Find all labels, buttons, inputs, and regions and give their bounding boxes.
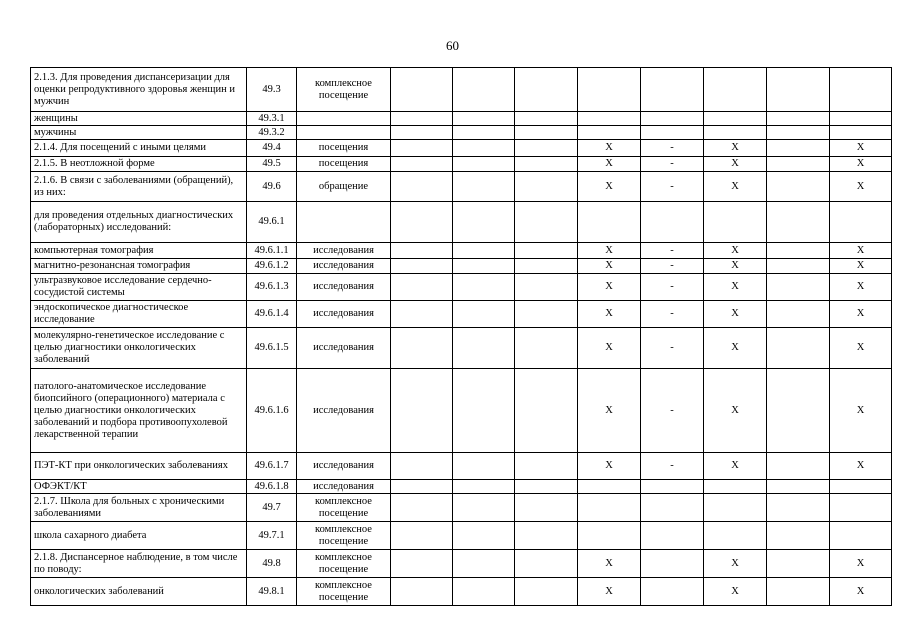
row-name-cell: школа сахарного диабета (31, 522, 247, 550)
table-row (31, 301, 892, 328)
row-code-cell: 49.3 (247, 68, 297, 112)
row-name-cell: 2.1.6. В связи с заболеваниями (обращений), из них: (31, 172, 247, 202)
row-code-cell: 49.6.1.3 (247, 274, 297, 301)
value-cell (453, 172, 515, 202)
row-name-cell: женщины (31, 112, 247, 126)
value-cell (453, 126, 515, 140)
value-cell (578, 202, 641, 243)
value-cell (767, 202, 830, 243)
value-cell: X (830, 172, 892, 202)
row-unit-cell (297, 112, 391, 126)
value-cell (515, 578, 578, 606)
row-unit-cell: посещения (297, 157, 391, 172)
row-name-cell: эндоскопическое диагностическое исследование (31, 301, 247, 328)
value-cell (578, 68, 641, 112)
value-cell (391, 243, 453, 259)
row-unit-cell: комплексное посещение (297, 550, 391, 578)
value-cell (515, 369, 578, 453)
row-unit-cell: исследования (297, 369, 391, 453)
value-cell (453, 140, 515, 157)
value-cell (830, 202, 892, 243)
value-cell (453, 369, 515, 453)
value-cell (515, 172, 578, 202)
row-code-cell: 49.6.1.2 (247, 259, 297, 274)
value-cell: X (704, 578, 767, 606)
table-row (31, 202, 892, 243)
value-cell: - (641, 243, 704, 259)
value-cell (515, 112, 578, 126)
table-row (31, 126, 892, 140)
value-cell: X (830, 578, 892, 606)
value-cell: X (704, 328, 767, 369)
value-cell (641, 480, 704, 494)
value-cell (578, 480, 641, 494)
value-cell (391, 550, 453, 578)
row-name-cell: 2.1.7. Школа для больных с хроническими заболеваниями (31, 494, 247, 522)
value-cell: X (830, 550, 892, 578)
row-code-cell: 49.3.2 (247, 126, 297, 140)
value-cell: X (704, 243, 767, 259)
value-cell (767, 259, 830, 274)
table-row (31, 480, 892, 494)
value-cell (391, 259, 453, 274)
row-unit-cell: обращение (297, 172, 391, 202)
value-cell (515, 157, 578, 172)
value-cell: X (578, 369, 641, 453)
value-cell (453, 301, 515, 328)
row-unit-cell (297, 126, 391, 140)
value-cell (767, 328, 830, 369)
row-unit-cell (297, 202, 391, 243)
value-cell (391, 157, 453, 172)
value-cell: X (578, 274, 641, 301)
value-cell (453, 328, 515, 369)
row-code-cell: 49.6.1.4 (247, 301, 297, 328)
value-cell (830, 522, 892, 550)
value-cell: X (704, 140, 767, 157)
value-cell: - (641, 301, 704, 328)
value-cell (515, 202, 578, 243)
row-name-cell: мужчины (31, 126, 247, 140)
row-code-cell: 49.8.1 (247, 578, 297, 606)
value-cell: - (641, 172, 704, 202)
value-cell (391, 112, 453, 126)
table-row (31, 172, 892, 202)
value-cell (515, 328, 578, 369)
row-unit-cell: исследования (297, 243, 391, 259)
row-code-cell: 49.6.1.5 (247, 328, 297, 369)
value-cell (830, 68, 892, 112)
value-cell (391, 522, 453, 550)
value-cell (391, 494, 453, 522)
row-unit-cell: исследования (297, 328, 391, 369)
table-row (31, 243, 892, 259)
value-cell: X (830, 243, 892, 259)
value-cell (578, 494, 641, 522)
value-cell: X (830, 328, 892, 369)
value-cell: - (641, 259, 704, 274)
row-code-cell: 49.7 (247, 494, 297, 522)
table-row (31, 274, 892, 301)
row-code-cell: 49.6.1 (247, 202, 297, 243)
row-unit-cell: исследования (297, 301, 391, 328)
value-cell (391, 274, 453, 301)
value-cell: X (578, 301, 641, 328)
value-cell (515, 274, 578, 301)
value-cell (515, 480, 578, 494)
value-cell: X (830, 453, 892, 480)
value-cell (391, 369, 453, 453)
table-body (31, 68, 892, 606)
value-cell (515, 550, 578, 578)
value-cell (704, 112, 767, 126)
value-cell (453, 259, 515, 274)
row-unit-cell: исследования (297, 453, 391, 480)
row-unit-cell: исследования (297, 274, 391, 301)
value-cell (830, 126, 892, 140)
value-cell (453, 157, 515, 172)
table-row (31, 157, 892, 172)
value-cell: X (704, 259, 767, 274)
value-cell: X (830, 259, 892, 274)
table-row (31, 578, 892, 606)
value-cell (515, 243, 578, 259)
value-cell: X (704, 274, 767, 301)
value-cell (391, 578, 453, 606)
value-cell (453, 522, 515, 550)
value-cell: - (641, 157, 704, 172)
row-unit-cell: комплексное посещение (297, 522, 391, 550)
value-cell (641, 522, 704, 550)
value-cell (830, 112, 892, 126)
row-code-cell: 49.6.1.7 (247, 453, 297, 480)
value-cell (515, 259, 578, 274)
value-cell: - (641, 140, 704, 157)
row-name-cell: ОФЭКТ/КТ (31, 480, 247, 494)
value-cell: - (641, 274, 704, 301)
value-cell (767, 550, 830, 578)
value-cell: X (830, 369, 892, 453)
value-cell (767, 578, 830, 606)
value-cell (578, 522, 641, 550)
value-cell (704, 494, 767, 522)
value-cell: X (704, 369, 767, 453)
value-cell (641, 494, 704, 522)
value-cell: X (578, 140, 641, 157)
value-cell: X (704, 157, 767, 172)
row-unit-cell: комплексное посещение (297, 494, 391, 522)
row-name-cell: ультразвуковое исследование сердечно-сосудистой системы (31, 274, 247, 301)
row-code-cell: 49.5 (247, 157, 297, 172)
value-cell: - (641, 453, 704, 480)
page-number: 60 (446, 38, 459, 53)
value-cell (453, 453, 515, 480)
value-cell: X (578, 578, 641, 606)
row-code-cell: 49.7.1 (247, 522, 297, 550)
value-cell: X (830, 301, 892, 328)
table-row (31, 453, 892, 480)
value-cell (767, 494, 830, 522)
value-cell (767, 274, 830, 301)
value-cell (515, 68, 578, 112)
value-cell (641, 202, 704, 243)
value-cell (578, 112, 641, 126)
value-cell (767, 480, 830, 494)
table-row (31, 522, 892, 550)
value-cell (453, 494, 515, 522)
value-cell (641, 68, 704, 112)
data-table (30, 67, 892, 606)
value-cell (704, 126, 767, 140)
value-cell (391, 328, 453, 369)
row-code-cell: 49.6.1.8 (247, 480, 297, 494)
value-cell (515, 453, 578, 480)
table-row (31, 112, 892, 126)
value-cell: X (704, 550, 767, 578)
row-name-cell: магнитно-резонансная томография (31, 259, 247, 274)
value-cell (515, 140, 578, 157)
value-cell (453, 112, 515, 126)
value-cell (391, 202, 453, 243)
row-name-cell: компьютерная томография (31, 243, 247, 259)
value-cell (515, 494, 578, 522)
value-cell (767, 369, 830, 453)
value-cell: - (641, 328, 704, 369)
value-cell: X (578, 259, 641, 274)
table-row (31, 259, 892, 274)
value-cell (391, 68, 453, 112)
value-cell: X (830, 274, 892, 301)
value-cell (767, 68, 830, 112)
row-name-cell: 2.1.3. Для проведения диспансеризации для оценки репродуктивного здоровья женщин и мужчин (31, 68, 247, 112)
row-name-cell: молекулярно-генетическое исследование с целью диагностики онкологических заболеваний (31, 328, 247, 369)
value-cell (641, 550, 704, 578)
table-row (31, 68, 892, 112)
value-cell (578, 126, 641, 140)
row-code-cell: 49.4 (247, 140, 297, 157)
row-code-cell: 49.6 (247, 172, 297, 202)
value-cell (391, 172, 453, 202)
value-cell (391, 453, 453, 480)
value-cell (641, 112, 704, 126)
table-row (31, 550, 892, 578)
row-name-cell: патолого-анатомическое исследование биопсийного (операционного) материала с целью диагностики онкологических заболеваний и подбора противоопухолевой лекарственной терапии (31, 369, 247, 453)
value-cell (704, 68, 767, 112)
value-cell: X (830, 157, 892, 172)
row-code-cell: 49.6.1.6 (247, 369, 297, 453)
row-code-cell: 49.3.1 (247, 112, 297, 126)
row-code-cell: 49.8 (247, 550, 297, 578)
row-unit-cell: исследования (297, 480, 391, 494)
row-name-cell: онкологических заболеваний (31, 578, 247, 606)
value-cell (767, 126, 830, 140)
value-cell (391, 140, 453, 157)
value-cell: X (704, 172, 767, 202)
row-unit-cell: посещения (297, 140, 391, 157)
value-cell: X (578, 453, 641, 480)
value-cell (641, 126, 704, 140)
table-row (31, 140, 892, 157)
value-cell (453, 578, 515, 606)
value-cell (515, 522, 578, 550)
value-cell: X (704, 301, 767, 328)
value-cell (704, 522, 767, 550)
value-cell: - (641, 369, 704, 453)
value-cell (830, 494, 892, 522)
value-cell (767, 112, 830, 126)
table-row (31, 494, 892, 522)
value-cell (453, 68, 515, 112)
row-name-cell: 2.1.5. В неотложной форме (31, 157, 247, 172)
value-cell (453, 202, 515, 243)
value-cell (453, 480, 515, 494)
value-cell (704, 480, 767, 494)
value-cell (453, 550, 515, 578)
value-cell (704, 202, 767, 243)
table-row (31, 328, 892, 369)
row-name-cell: для проведения отдельных диагностических (лабораторных) исследований: (31, 202, 247, 243)
value-cell: X (578, 172, 641, 202)
value-cell: X (578, 550, 641, 578)
table-row (31, 369, 892, 453)
row-name-cell: 2.1.4. Для посещений с иными целями (31, 140, 247, 157)
value-cell (767, 301, 830, 328)
row-name-cell: 2.1.8. Диспансерное наблюдение, в том числе по поводу: (31, 550, 247, 578)
value-cell (830, 480, 892, 494)
row-unit-cell: комплексное посещение (297, 68, 391, 112)
value-cell: X (830, 140, 892, 157)
value-cell (641, 578, 704, 606)
value-cell (767, 453, 830, 480)
value-cell: X (578, 157, 641, 172)
value-cell (391, 126, 453, 140)
value-cell (515, 301, 578, 328)
value-cell: X (704, 453, 767, 480)
value-cell (453, 243, 515, 259)
value-cell (453, 274, 515, 301)
row-unit-cell: комплексное посещение (297, 578, 391, 606)
row-code-cell: 49.6.1.1 (247, 243, 297, 259)
value-cell (767, 140, 830, 157)
row-name-cell: ПЭТ-КТ при онкологических заболеваниях (31, 453, 247, 480)
value-cell (391, 301, 453, 328)
value-cell: X (578, 243, 641, 259)
value-cell: X (578, 328, 641, 369)
value-cell (391, 480, 453, 494)
value-cell (767, 522, 830, 550)
value-cell (767, 243, 830, 259)
row-unit-cell: исследования (297, 259, 391, 274)
value-cell (767, 172, 830, 202)
value-cell (767, 157, 830, 172)
value-cell (515, 126, 578, 140)
